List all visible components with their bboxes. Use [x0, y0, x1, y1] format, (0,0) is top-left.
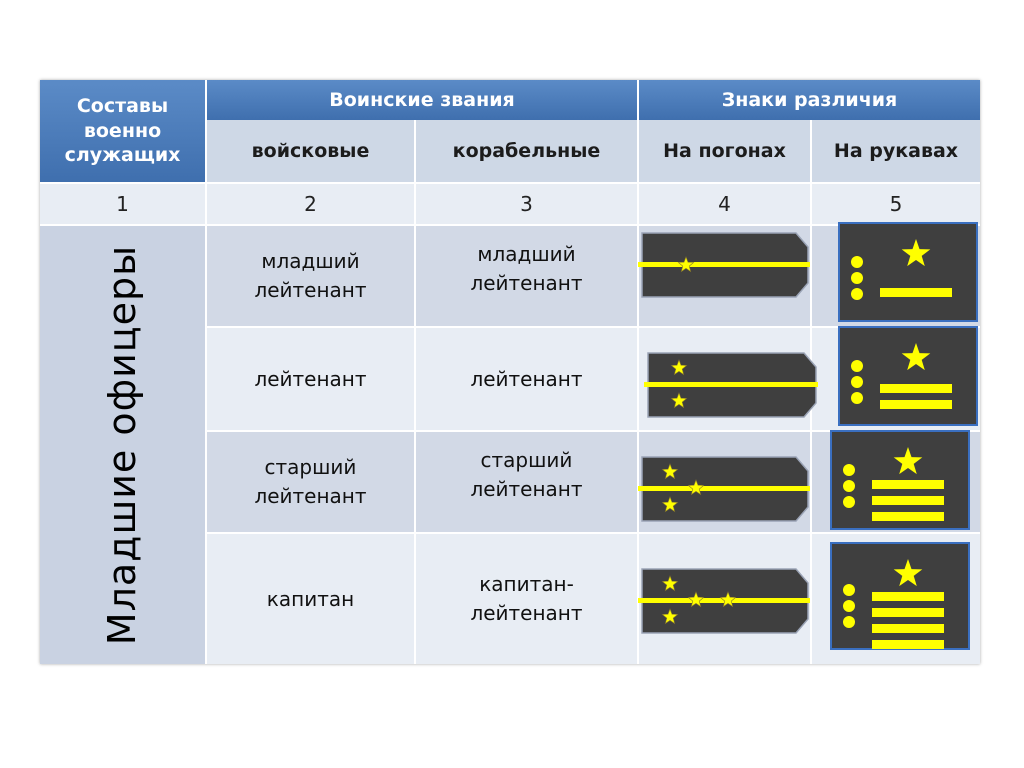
rank-navy-text: лейтенант [470, 366, 583, 391]
stripe-bar [872, 496, 944, 505]
rank-navy [416, 430, 639, 532]
rank-navy [416, 326, 639, 430]
stripe-bar [872, 624, 944, 633]
header-navy: корабельные [416, 120, 639, 182]
patch-shape [839, 327, 977, 425]
rank-army [207, 430, 416, 532]
rank-army [207, 532, 416, 664]
rank-army [207, 326, 416, 430]
stripe-bar [880, 288, 952, 297]
dot-icon [843, 496, 855, 508]
dot-icon [843, 616, 855, 628]
dot-icon [851, 392, 863, 404]
dot-icon [851, 256, 863, 268]
rank-navy [416, 532, 639, 664]
rank-navy [416, 224, 639, 326]
stripe-bar [872, 480, 944, 489]
group-label-text: Младшие офицеры [100, 244, 145, 646]
dot-icon [851, 272, 863, 284]
stripe-bar [872, 592, 944, 601]
header-composition [40, 80, 207, 182]
header-sleeve: На рукавах [812, 120, 980, 182]
rank-army-text: старший лейтенант [254, 455, 367, 508]
sleeve-patch-icon [838, 222, 978, 322]
dot-icon [843, 480, 855, 492]
stripe-bar [872, 608, 944, 617]
column-number: 2 [207, 182, 416, 224]
rank-navy-text: старший лейтенант [470, 448, 583, 501]
dot-icon [843, 464, 855, 476]
dot-icon [851, 288, 863, 300]
sleeve-patch-icon [838, 326, 978, 426]
sleeve-patch-icon [830, 542, 970, 650]
shoulder-board-icon [640, 567, 810, 635]
column-number: 3 [416, 182, 639, 224]
column-number: 1 [40, 182, 207, 224]
rank-army [207, 224, 416, 326]
rank-navy-text: младший лейтенант [470, 242, 583, 295]
board-stripe [644, 382, 818, 387]
group-label [40, 224, 207, 664]
stripe-bar [872, 640, 944, 649]
stripe-bar [872, 512, 944, 521]
rank-army-text: лейтенант [254, 366, 367, 391]
patch-shape [839, 223, 977, 321]
header-ranks: Воинские звания [207, 80, 639, 120]
sleeve-patch-icon [830, 430, 970, 530]
column-number: 5 [812, 182, 980, 224]
stripe-bar [880, 384, 952, 393]
header-shoulder: На погонах [639, 120, 812, 182]
header-composition-label: Составы военно служащих [64, 94, 181, 167]
header-army: войсковые [207, 120, 416, 182]
dot-icon [843, 600, 855, 612]
dot-icon [851, 376, 863, 388]
column-number: 4 [639, 182, 812, 224]
board-stripe [638, 486, 810, 491]
header-insignia: Знаки различия [639, 80, 980, 120]
dot-icon [843, 584, 855, 596]
dot-icon [851, 360, 863, 372]
shoulder-board-icon [640, 455, 810, 523]
shoulder-board-icon [640, 231, 810, 299]
board-stripe [638, 262, 810, 267]
stripe-bar [880, 400, 952, 409]
rank-army-text: младший лейтенант [254, 249, 367, 302]
shoulder-board-icon [646, 351, 818, 419]
rank-navy-text: капитан- лейтенант [470, 572, 583, 625]
rank-army-text: капитан [266, 586, 355, 611]
